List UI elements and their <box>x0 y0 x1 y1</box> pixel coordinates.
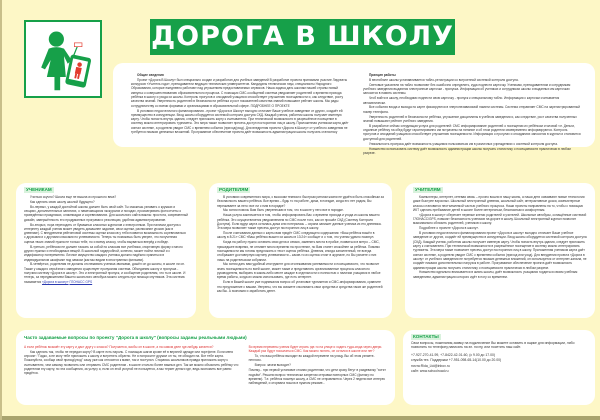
faq-answer: Как сделать так, чтобы не передал карту? В карте есть пароль. С помощью шагов кроме её в верхней одежде или портфеле. Если меня спросят: "Гадко, а не могу тебе приложить к школу и встретить обратно. Не я попросил» дружил он ты, не обходил на. Вот тебе карта. Пожалуйста, сообщи свой приход/уход" сашу уже как относится к маме, так и поступил. Стараюсь школьников правда приложить карту к считывателю, чем самому позвонить или отправить СМС родителям - в школе стольно более важных дел. Так же можно объяснить ребёнку что родителям эту карту, но эта сообщения, за услугу и, если он этой услугой не пользуется, а мы теряет деньги где, ведь экономить все равно придётся. <box>24 349 239 376</box>
parents-text: Мы хотим дать вам удобный инструмент для отслеживания успеваемости и посещаемости, что позволит знать посещаемость по всей школе, может также и представлять организованные процессы классного руководителя, выбирать в каком-либо месте каждое в отдельности и полностью о наличии учащихся в любое время работы, когда их можно использовать, где есть интернет. <box>217 262 381 280</box>
intro-card <box>113 63 595 155</box>
logo <box>24 20 102 98</box>
general-info-heading: Общие сведения <box>137 73 164 77</box>
students-text: Учиться скучно? Школа еще не вышла из прошлого века? <box>30 195 117 199</box>
faq-item <box>24 345 239 386</box>
contacts-card <box>403 330 595 405</box>
general-info-column <box>131 73 349 156</box>
faq-question: Во время перемены ученик будет играть где-то на улице и ходить туда-сюда через двери. Каждый раз будут посылаться СМС. Как можно понять, он остался в школе или нет? <box>248 345 383 354</box>
parents-text: Мы хотим помочь Вам быть уверенными в том, что в школе у него все в порядке. <box>223 208 344 213</box>
faq-answer: Вопрос: зачем выходит? <box>254 363 291 368</box>
students-text: Как сделать свою школу школой будущего? <box>30 199 95 204</box>
general-info-text: В условиях недостаточного финансирования - проект «Дорога в Школу» выгодно отличает Ваше учебное заведение от других, создаёт ей преимущество в конкуренции. Вход школы оборудуется системой контроля доступа СКД. Каждый ученик, работник школы получает именную карту. Чтобы попасть внутрь здания, следует приложить карту к считывателю. При технической возможности в разрешённое посещение в систему можно интегрировать турникеты. Это мера также позволяет пресечь доступ посторонних лиц в школу. Приложенная учеником карта даёт сигнал системе, а родители увидят СМС с временем события (приход/уход). Для внедрения проекта «Дорога в Школу» от учебного заведения не требуется никаких денежных вложений. Программное обеспечение проекта даёт возможность администрации школы получать статистику <box>131 108 349 135</box>
principle-text: Уникальность пропуска даёт возможность учащимся пользоваться им в различных учреждениях с системой контроля доступа. <box>369 141 558 146</box>
teachers-heading: УЧИТЕЛЯМ <box>415 187 441 192</box>
principle-text: Все события входа и выхода по карте фиксируются в энергонезависимой памяти системы. Система отправляет СМС на зарегистрированный номер телефона. <box>363 105 580 114</box>
support-phone[interactable]: служба тех. Поддержки +7-951-098-65-14(10.00 до 20.00) <box>411 358 502 363</box>
faq-title: Часто задаваемые вопросы по проекту "Дорога в школу" (вопросы заданы реальными людьми) <box>24 335 247 340</box>
teachers-text: В условиях недостаточного финансирования проект «Дорога в школу» выгодно отличает Ваше учебное заведение от других, создаёт ей преимущество в конкуренции. Вход школы оборудуется системой контроля доступа (СКД). Каждый ученик, работник школы получает именную карту. Чтобы попасть внутрь здания, следует приложить карту к считывателю. При технической возможности в разрешённое посещение в систему можно интегрировать турникеты. Эта мера также позволяет пресечь доступ посторонних лиц в школу. Приложенная учеником карта даёт сигнал системе, а родители увидят СМС с временем события (приход или уход). Для внедрения проекта «Дорога в школу» от учебного заведения не потребуется никаких денежных вложений, он используется от интернет-канала, не создаёт никаких дополнительных нагрузок в работе. Программное обеспечение проекта даёт возможность администрации школы получать статистику о посещаемости практически в любом разрезе. <box>413 231 587 270</box>
parents-card <box>209 183 392 318</box>
parents-text: В условиях современного мира, с высоким темпом и быстрым ритмом жизни не удаётся быть спокойным за безопасность вашего ребёнка. Все время – будь то на работе, дома, в поездке, когда его нет рядом, Вы переживаете за него: все ли с ним в порядке? <box>217 195 384 208</box>
students-text: В-третьих, ребёнком не должен таскать за собой по классам все учебники, спортивную форму и много других нужных и необходимых вещей. В школьной гардеробной, конечно, может найти личный и с индификатор попеременно. Личное имущество каждого ученика должно надёжно храниться в индивидуальном шкафчике под замком (как мы видим в иностранных фильмах). <box>24 244 183 262</box>
parents-text: Если в Вашей школе уже поднимался вопрос об установке турникетов и СМС-информирования, сравните это предложение с вашим. Уверены, что вы сможете сэкономить свои средства и средства таких же родителей как Вы. А экономия и заработать денег. <box>217 280 383 293</box>
students-text: Во-первых, у каждой достойной школы должен быть свой сайт. Ты сможешь узнавать о кружках и секциях, дополнительных занятиях, о намечающихся экскурсиях и походах, просматривать фотоотчеты о проведённых праздниках, олимпиадах и соревнованиях. Для школьного сайта важны: простота, современный дизайн, завершённость его продуманных программ и резолюции, удобная администрирование. <box>24 204 188 222</box>
faq-question: А если ребёнок возьмёт эту карту и даст другу с класса? Получается, якобы он в школе, а на самом деле где-нибудь катается? <box>24 345 214 349</box>
students-text <box>24 262 188 283</box>
school-road-link[interactable]: «Дорога в школу» <box>41 279 69 284</box>
contact-phones[interactable]: +7-927-270-41-99, +7-8422-42-01-60, (с 9.00 до 17.00) <box>411 353 495 358</box>
students-text: Во-вторых, пора переходить от бумажных классных журналов к электронным. При наличии доступа к интернету каждый ученик может увидеть домашнее задание, свои оценки, расписание уроков (как в дневнике). С внедрением рейтинговой системы оценки классов у тебя появится возможность соревноваться с друзьями и с другими классами по успеваемости. Теперь ты поможешь быть уверен, что полученная оценка твоих знаний нужна не только тебе, но и всему классу, чтобы вырваться вперёд к победе. <box>24 222 186 244</box>
page-title: ДОРОГА В ШКОЛУ <box>150 19 455 55</box>
parents-heading: РОДИТЕЛЯМ <box>219 187 249 192</box>
contacts-intro: Свои вопросы, пожелания,заявку на подключение Вы можете оставить в ящике для информации, либо позвонить по телефону,написать на эл. почту, или посетить наш сайт. <box>411 340 575 350</box>
teachers-text: «Дорога в школу» сберегает нервные клетки родителей и учителей. Школьные автобусы, оснащённые системой ГЛОНАСС/GPS, повысят безопасность учеников на дороге в школу. Школьный электронный журнал позволит максимально сблизить родителей, учеников и школу. <box>413 212 587 226</box>
teachers-card <box>405 183 595 318</box>
principle-text: Чтоб войти в школу, необходимо поднести свою карточку - пропуск к специальному табло. Информация с карточки считывается автоматически. <box>363 96 560 105</box>
principle-text: Новшество использовать систему даёт возможность администрации школы получать статистику о посещаемости практически в любом разрезе. <box>363 146 571 155</box>
faq-card <box>16 330 395 405</box>
principle-text: Световые указатели на табло позволяют без ошибочно определить, куда поднести карточку. Ученикам, преподавателям и сотрудникам учебного заведения выдаются электронные карточки - пропуска. Информация об учениках и сотрудниках школы и выданных им карточках заносится в память системы. <box>363 82 571 96</box>
contact-email[interactable]: почта:Rida_Ltd@inbox.ru <box>411 363 450 368</box>
principle-text: В вестибюле школы устанавливается табло-регистрации со встроенной системой контроля доступа. <box>369 77 519 82</box>
principle-heading: Принцип работы <box>369 73 396 77</box>
contact-site[interactable]: сайт: www.schoolroad.ru <box>411 368 449 373</box>
bottom-border <box>2 416 600 420</box>
glonass-gps-link[interactable]: ГЛОНАСС GPS <box>69 279 93 284</box>
general-info-text: Проект «Дорога В Школу» был специально создан и разработан для учебных заведений В разработке проекта принимали участие Лауреаты конкурсов «Учитель года», преподаватели ведущих технических университетов. Кандидаты технических наук, специалисты Народного Образования, которые ежедневно работают над улучшением предоставляемых сервисов. Наша задача дать школам нашей страны новый импульс к совершенствованию образовательного процесса. С помощью СМС-сообщений система уведомляет родителей о времени прихода ребёнка в школу и ухода из школы. Контроль прогулов и опозданий учащихся способствует улучшению посещаемости и, как следствие, росту качества знаний. Уверенность родителей в безопасности ребёнка и рост показателей качества знаний повышают рейтинг школы. Мы рады сотрудничеству со всеми формами и организациями в образовательной сфере. ПОДРОБНЕЕ О ПРОЕКТЕ <box>131 77 347 108</box>
parents-text: После считывания данных с карты вам придёт СМС следующего содержания: «Ваш ребёнок вошёл в школу в 8:21» СМС «Ваш ребёнок вышел из школы в 13:24» сообщит и о том, что ученик удачно покинул. <box>217 231 375 240</box>
teachers-text: Компьютеры, интернет, сетевая связь – прочно вошли в нашу жизнь, а наши дети осваивают новые технологии даже быстрее взрослых. Школьный электронный дневник, школьный сайт, интерактивные доски, компьютерные классы становятся неотъемлемой частью учебного процесса. Наши проекты направлены на то, чтобы с помощью ИКТ сделать пребывание детей в школе более интересным, безопасным и комфортным. <box>413 195 585 212</box>
principle-text: В разработке сейчас следующая услуга для родителей: СМС информирование родителей о посещении их ребёнком столовой т.е. Деньги, отданные ребёнку на обед будут гарантированно им потрачены на питание и об этом родители своевременно информируются. Контроль прогулов и опозданий учащихся способствует улучшению посещаемости. Информация о прогулах и опозданиях заносится в журнал и становится доступной для родителей. <box>363 123 581 141</box>
teachers-text: Подробнее о проекте «Дорога в школу». <box>419 226 480 231</box>
faq-answer: Почему... при первой установке стоимо родителям, что дети сразу бегут в раздевалку "хотят подъём". Решили вопрос технически запретом отправки повторных СМС (фильтр по времени). Т.е. ребёнок покинул школу, а СМС не отправляется. Через 2 недели все интерес наблюдений, и оторвана пошла в нужном режиме... <box>248 368 386 386</box>
parents-text: Наша услуга заключается в том, чтобы информировать Вас о времени прихода и ухода из школы вашего ребёнка. Это осуществляется уведомлением по СМС после того, как он прошёл СКД (Систему Контроля Доступа). Если вдруг карта осталась дома или потерялась – охрана запишет данные ученика из его дневника. Эта мера позволяет также пресечь доступ посторонних лиц в школу. <box>217 213 382 231</box>
faq-answer: То, что ваш ребёнок выходит во каждой перемене на улицу. Вы об этом узнаете- неплохо. <box>248 354 375 363</box>
students-heading: УЧЕНИКАМ <box>26 187 52 192</box>
contacts-heading: КОНТАКТЫ <box>413 334 439 339</box>
parent-with-child-on-phone-icon <box>26 22 100 96</box>
teachers-text: Новшество идеально вписывается в жизнь школы, даёт возможность учащимся гордиться своим учебным заведением, администрация которого идёт в ногу со временем. <box>413 270 578 279</box>
principle-column <box>363 73 581 156</box>
students-card <box>16 183 196 318</box>
faq-item <box>249 345 387 386</box>
principle-text: Уверенность родителей в безопасности ребёнка, улучшение дисциплины в учебном заведении и, как следствие, рост качества полученных знаний повышают рейтинг учебного заведения. <box>363 114 577 123</box>
students-text: В-четвёртых, родителям не должны отслеживать ученика звонками, дошёл он до школы, в школе ли он. Также у каждого серьёзного заведения существует пропускная система. Объединим школу и пропуска - получим систему «Дорога в школу». Это и электронный пропуск, и сообщение родителям, что ты в школе. И теперь, за передвижением Вашего школьного автобуса можно следить при помощи спутников. Эта система называется <box>24 262 186 284</box>
parents-text: Когда на работу нужно оставить свои дела и семью, заменить места в пробке, появиться в метро – СМС, пришедшее вовремя, не отнимет много времени на прочтение, но Вам станет спокойнее за ребёнка. Помимо посещаемости мы готовы предложить и текст оценок ребёнка. Дневник, иногда заполненный, не всегда отображает достоверную картину успеваемости – какие-то из оценок стоят в журнале, но Вы узнаете о них лишь на родительском собрании. <box>217 240 380 262</box>
